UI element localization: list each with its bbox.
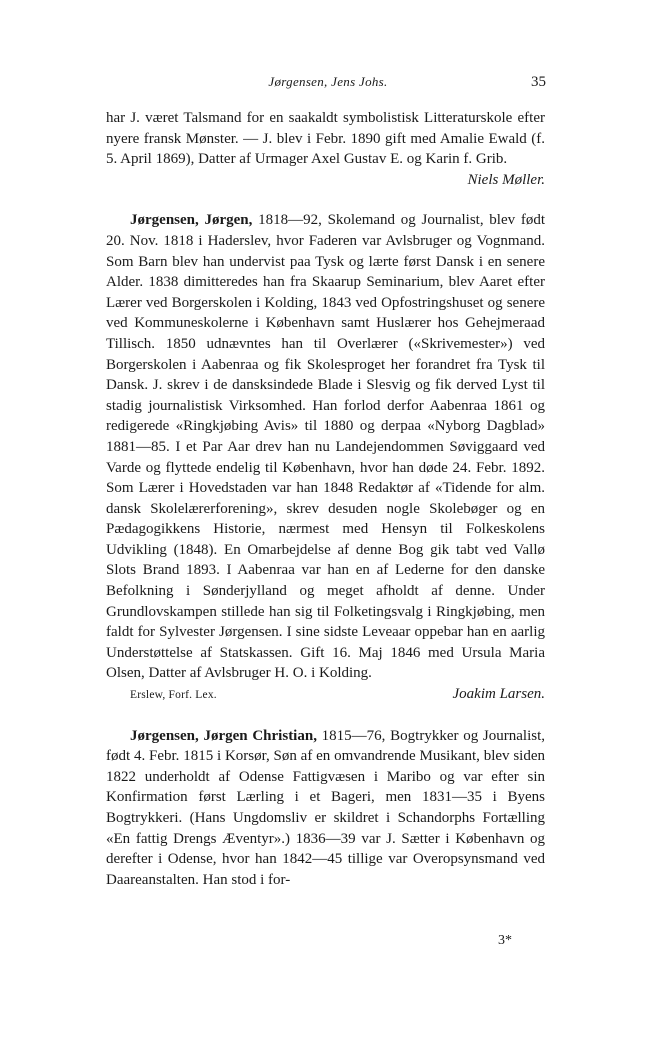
- continuation-text: har J. været Talsmand for en saakaldt symbolistisk Litteraturskole efter nyere fransk Mønster. — J. blev i Febr. 1890 gift med Amalie Ewald (f. 5. April 1869), Datter af Urmager Axel Gustav E. og Karin f. Grib.: [106, 110, 545, 168]
- page-number: 35: [531, 74, 546, 90]
- author-signature: Niels Møller.: [467, 171, 545, 188]
- entry-headword: Jørgensen, Jørgen,: [130, 212, 253, 229]
- entry-jorgen-christian-jorgensen: [106, 726, 545, 891]
- running-head: [0, 74, 656, 94]
- continuation-paragraph: [106, 108, 545, 170]
- entry-text: 1815—76, Bogtrykker og Journalist, født 4. Febr. 1815 i Korsør, Søn af en omvandrende Musikant, blev siden 1822 underholdt af Odense Fattigvæsen i Maribo og var efter sin Konfirmation først Lærling i et Bageri, men 1831—35 i Byens Bogtrykkeri. (Hans Ungdomsliv er skildret i Schandorphs Fortælling «En fattig Drengs Æventyr».) 1836—39 var J. Sætter i København og derefter i Odense, hvor han 1842—45 tillige var Overopsynsmand ved Daareanstalten. Han stod i for-: [106, 727, 545, 888]
- sheet-signature-mark: 3*: [498, 933, 512, 948]
- continuation-signature-row: [106, 170, 545, 191]
- body-text: [106, 108, 545, 890]
- entry-jorgen-jorgensen: [106, 210, 545, 684]
- entry-signature-row: [106, 684, 545, 706]
- author-signature: Joakim Larsen.: [452, 686, 545, 703]
- entry-headword: Jørgensen, Jørgen Christian,: [130, 727, 317, 744]
- entry-text: 1818—92, Skolemand og Journalist, blev født 20. Nov. 1818 i Haderslev, hvor Faderen var Avlsbruger og Vognmand. Som Barn blev han undervist paa Tysk og lærte først Dansk i en senere Alder. 1838 dimitteredes han fra Skaarup Seminarium, blev Aaret efter Lærer ved Borgerskolen i Kolding, 1843 ved Opfostringshuset og senere ved Kommuneskolerne i København samt Huslærer hos Gehejmeraad Tillisch. 1850 udnævntes han til Overlærer («Skrivemester») ved Borgerskolen i Aabenraa og fik Skolesproget her forandret fra Tysk til Dansk. J. skrev i de dansksindede Blade i Slesvig og fik derved Lyst til stadig journalistisk Virksomhed. Han forlod derfor Aabenraa 1861 og redigerede «Ringkjøbing Avis» til 1880 og derpaa «Nyborg Dagblad» 1881—85. I et Par Aar drev han nu Landejendommen Søviggaard ved Varde og flyttede endelig til København, hvor han døde 24. Febr. 1892. Som Lærer i Hovedstaden var han 1848 Redaktør af «Tidende for alm. dansk Skolelærerforening», skrev desuden nogle Skolebøger og en Pædagogikkens Historie, nærmest med Hensyn til Folkeskolens Udvikling (1848). En Omarbejdelse af denne Bog gik tabt ved Vallø Slots Brand 1893. I Aabenraa var han en af Lederne for den danske Befolkning i Sønderjylland og meget afholdt af denne. Under Grundlovskampen stillede han sig til Folketingsvalg i Ringkjøbing, men faldt for Sylvester Jørgensen. I sine sidste Leveaar oppebar han en aarlig Understøttelse af Statskassen. Gift 16. Maj 1846 med Ursula Maria Olsen, Datter af Avlsbruger H. O. i Kolding.: [106, 212, 545, 682]
- running-title: Jørgensen, Jens Johs.: [268, 74, 388, 89]
- source-reference: Erslew, Forf. Lex.: [130, 689, 217, 702]
